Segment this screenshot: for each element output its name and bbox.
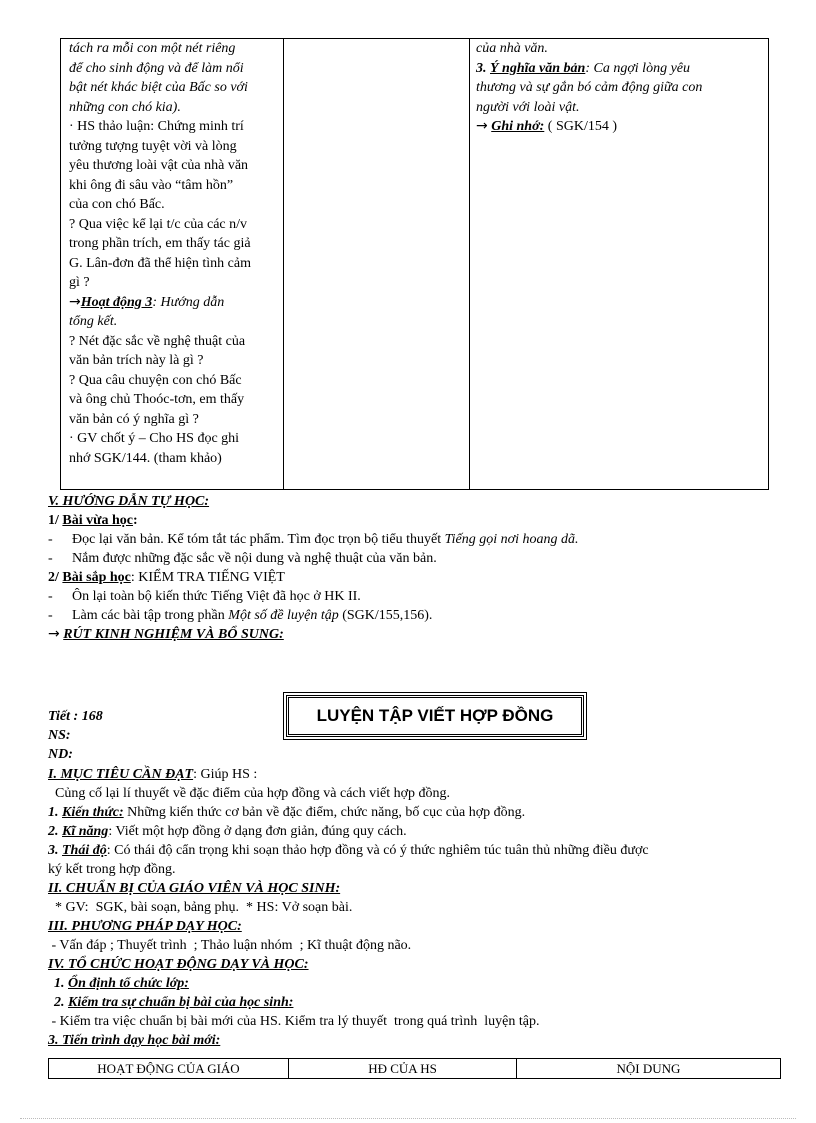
sub1-heading (48, 511, 768, 530)
section-1-label: I. MỤC TIÊU CẦN ĐẠT (48, 767, 194, 782)
student-activity-column (284, 39, 470, 489)
col1-line: trong phần trích, em thấy tác giả (69, 236, 251, 251)
col1-line: gì ? (69, 275, 90, 290)
section-1-heading (48, 765, 768, 784)
sub2-number: 2/ (48, 570, 59, 585)
lesson-body (48, 765, 768, 1050)
section-3-heading: III. PHƯƠNG PHÁP DẠY HỌC: (48, 919, 242, 934)
section-5-heading: V. HƯỚNG DẪN TỰ HỌC: (48, 494, 210, 509)
attitude-line (48, 841, 768, 860)
col1-line: những con chó kia). (69, 99, 181, 115)
page-bottom-divider (20, 1118, 796, 1119)
step-1-number: 1. (54, 976, 65, 991)
item-text: Ôn lại toàn bộ kiến thức Tiếng Việt đã học ở HK II. (72, 589, 361, 604)
col1-line: G. Lân-đơn đã thể hiện tình cảm (69, 255, 251, 271)
content-line: người với loài vật. (476, 99, 580, 115)
nd-label: ND: (48, 747, 73, 762)
rut-kinh-nghiem-label: RÚT KINH NGHIỆM VÀ BỔ SUNG: (63, 627, 284, 642)
dash: - (48, 532, 53, 547)
teacher-activity-column (61, 39, 284, 489)
col1-line: ? Nét đặc sắc về nghệ thuật của (69, 333, 246, 349)
item-text: Làm các bài tập trong phần (72, 608, 229, 623)
sub1-label: Bài vừa học (62, 513, 134, 528)
skill-line (48, 822, 768, 841)
item-italic: Tiếng gọi nơi hoang dã. (444, 532, 579, 547)
sub2-rest: : KIỂM TRA TIẾNG VIỆT (130, 570, 285, 585)
header-content: NỘI DUNG (616, 1061, 681, 1076)
k3-number: 3. (48, 843, 59, 858)
col1-line: nhớ SGK/144. (tham khảo) (69, 450, 222, 466)
activity-3-label: Hoạt động 3 (80, 294, 153, 310)
ghi-nho-label: Ghi nhớ: (491, 119, 545, 134)
header-student: HĐ CỦA HS (289, 1059, 517, 1078)
col1-line: · HS thảo luận: Chứng minh trí (69, 119, 244, 134)
section-3-line: - Vấn đáp ; Thuyết trình ; Thảo luận nhóm ; Kĩ thuật động não. (48, 938, 412, 953)
dash: - (48, 589, 53, 604)
sub2-heading (48, 568, 768, 587)
col1-line: khi ông đi sâu vào “tâm hồn” (69, 177, 234, 193)
k2-number: 2. (48, 824, 59, 839)
step-1-label: Ổn định tổ chức lớp: (68, 976, 189, 991)
content-line: thương và sự gắn bó cảm động giữa con (476, 80, 703, 95)
arrow-icon: → (476, 118, 488, 134)
col1-line: văn bản có ý nghĩa gì ? (69, 411, 199, 427)
content-number: 3. (476, 60, 487, 76)
section-2-heading: II. CHUẨN BỊ CỦA GIÁO VIÊN VÀ HỌC SINH: (48, 881, 341, 896)
sub2-label: Bài sắp học (62, 570, 131, 585)
section-4-heading: IV. TỔ CHỨC HOẠT ĐỘNG DẠY VÀ HỌC: (48, 957, 309, 972)
content-rest: : Ca ngợi lòng yêu (585, 60, 690, 76)
content-line: của nhà văn. (476, 41, 548, 56)
section-2-line: * GV: SGK, bài soạn, bảng phụ. * HS: Vở soạn bài. (48, 900, 353, 915)
k2-label: Kĩ năng (62, 824, 109, 839)
item-text: Nắm được những đặc sắc về nội dung và nghệ thuật của văn bản. (72, 551, 437, 566)
attitude-line2: ký kết trong hợp đồng. (48, 862, 176, 877)
lesson-table-continuation (60, 38, 769, 490)
content-column (470, 39, 770, 489)
activity-3-line2: tổng kết. (69, 314, 118, 329)
sub1-colon: : (133, 513, 138, 528)
k1-text: Những kiến thức cơ bản về đặc điểm, chức năng, bố cục của hợp đồng. (123, 805, 526, 820)
dash: - (48, 551, 53, 566)
col1-line: yêu thương loài vật của nhà văn (69, 158, 249, 173)
step-3-heading: 3. Tiến trình dạy học bài mới: (48, 1033, 221, 1048)
sub1-number: 1/ (48, 513, 59, 528)
step-2-number: 2. (54, 995, 65, 1010)
k3-text: : Có thái độ cẩn trọng khi soạn thảo hợp đồng và có ý thức nghiêm túc tuân thủ những điều được (106, 843, 649, 858)
arrow-icon: → (69, 293, 81, 310)
col1-line: để cho sinh động và để làm nổi (69, 60, 244, 76)
k2-text: : Viết một hợp đồng ở dạng đơn giản, đúng quy cách. (108, 824, 407, 839)
rut-kinh-nghiem (48, 625, 768, 644)
step-1 (48, 974, 768, 993)
ghi-nho-line (476, 117, 764, 137)
ns-label: NS: (48, 728, 71, 743)
col1-line: ? Qua việc kể lại t/c của các n/v (69, 216, 248, 232)
item-text: Đọc lại văn bản. Kể tóm tắt tác phẩm. Tìm đọc trọn bộ tiểu thuyết (72, 532, 445, 547)
col1-line: và ông chủ Thoóc-tơn, em thấy (69, 392, 245, 407)
section-1-after: : Giúp HS : (193, 767, 258, 782)
list-item (48, 530, 768, 549)
content-heading-3 (476, 59, 764, 79)
header-teacher: HOẠT ĐỘNG CỦA GIÁO (49, 1059, 289, 1078)
lesson-title: LUYỆN TẬP VIẾT HỢP ĐỒNG (316, 706, 554, 725)
col1-line: bật nét khác biệt của Bấc so với (69, 80, 248, 95)
step-2-line: - Kiểm tra việc chuẩn bị bài mới của HS. Kiểm tra lý thuyết trong quá trình luyện tập. (48, 1014, 540, 1029)
lesson-title-box (286, 695, 584, 737)
list-item (48, 549, 768, 568)
content-label: Ý nghĩa văn bản (490, 60, 586, 76)
knowledge-line (48, 803, 768, 822)
activity-3-rest: : Hướng dẫn (152, 294, 225, 310)
step-2-label: Kiểm tra sự chuẩn bị bài của học sinh: (68, 995, 294, 1010)
arrow-icon: → (48, 626, 60, 642)
tiet-label: Tiết : 168 (48, 709, 103, 724)
step-2 (48, 993, 768, 1012)
activity-table-header (48, 1058, 781, 1079)
col1-line: · GV chốt ý – Cho HS đọc ghi (69, 431, 240, 446)
teacher-activity-text (61, 39, 283, 468)
k3-label: Thái độ (62, 843, 107, 858)
self-study-section (48, 492, 768, 644)
list-item (48, 606, 768, 625)
dash: - (48, 608, 53, 623)
ghi-nho-ref: ( SGK/154 ) (544, 119, 618, 134)
col1-line: tưởng tượng tuyệt vời và lòng (69, 138, 237, 154)
item-tail: (SGK/155,156). (338, 608, 433, 623)
col1-line: văn bản trích này là gì ? (69, 353, 204, 368)
content-text (470, 39, 770, 137)
item-italic: Một số đề luyện tập (228, 608, 339, 623)
col1-line: tách ra mỗi con một nét riêng (69, 41, 236, 56)
section-1-line: Củng cố lại lí thuyết về đặc điểm của hợp đồng và cách viết hợp đồng. (48, 786, 451, 801)
list-item (48, 587, 768, 606)
activity-3-heading (69, 293, 277, 313)
col1-line: của con chó Bấc. (69, 197, 165, 212)
k1-label: Kiến thức: (62, 805, 124, 820)
col1-line: ? Qua câu chuyện con chó Bấc (69, 372, 242, 388)
k1-number: 1. (48, 805, 59, 820)
